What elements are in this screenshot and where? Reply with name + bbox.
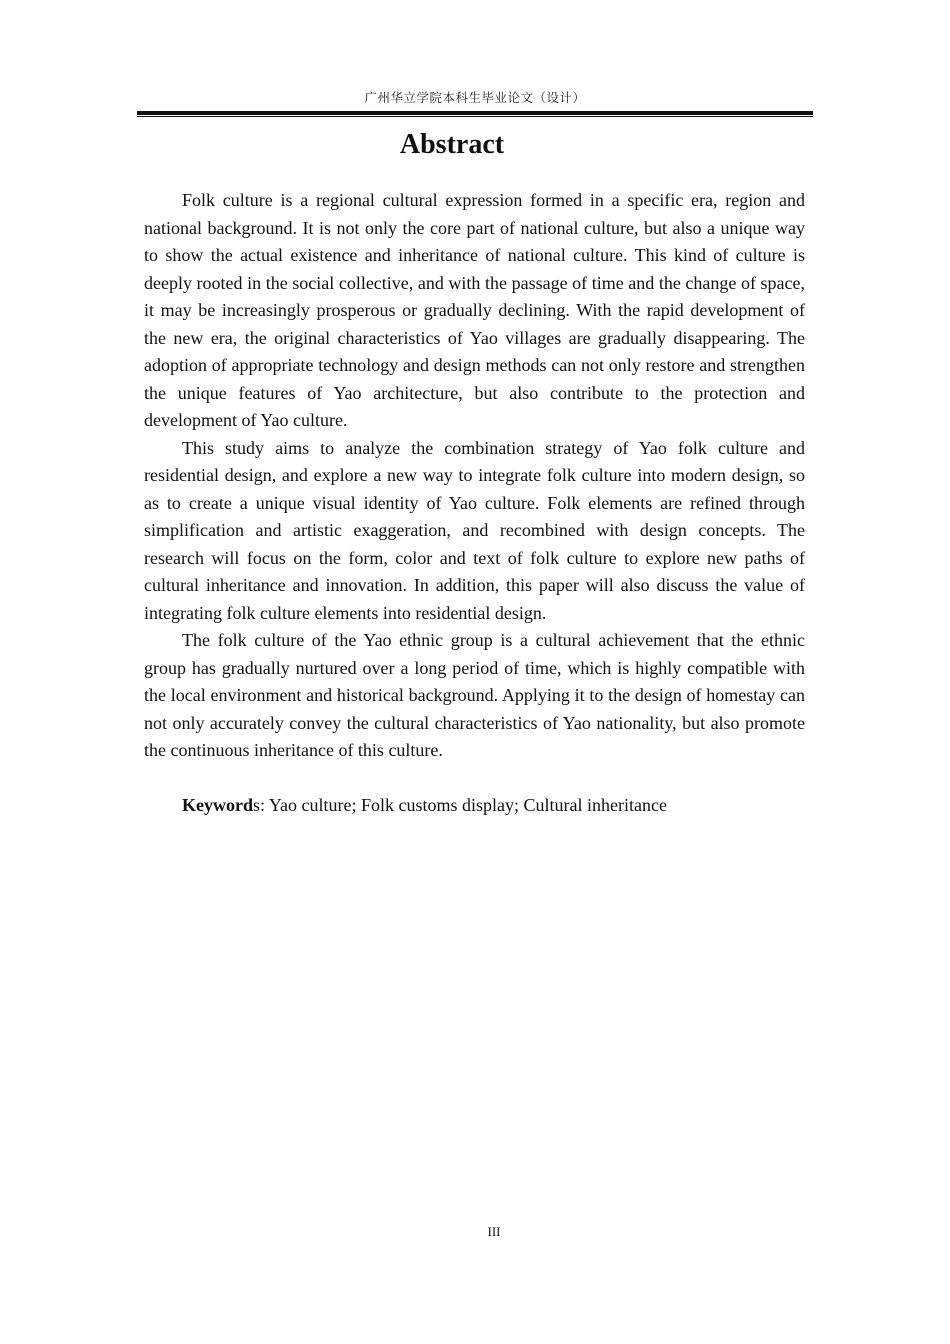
abstract-paragraph-1: Folk culture is a regional cultural expression formed in a specific era, region and national background. It is not only the core part of national culture, but also a unique way to show the actual existence and inheritance of national culture. This kind of culture is deeply rooted in the social collective, and with the passage of time and the change of space, it may be increasingly prosperous or gradually declining. With the rapid development of the new era, the original characteristics of Yao villages are gradually disappearing. The adoption of appropriate technology and design methods can not only restore and strengthen the unique features of Yao architecture, but also contribute to the protection and development of Yao culture. <box>144 190 805 430</box>
running-header: 广州华立学院本科生毕业论文（设计） <box>364 90 586 105</box>
abstract-paragraph-3: The folk culture of the Yao ethnic group is a cultural achievement that the ethnic group has gradually nurtured over a long period of time, which is highly compatible with the local environment and historical background. Applying it to the design of homestay can not only accurately convey the cultural characteristics of Yao nationality, but also promote the continuous inheritance of this culture. <box>144 630 805 760</box>
keywords-label-suffix: s <box>253 795 261 815</box>
keywords-text: : Yao culture; Folk customs display; Cultural inheritance <box>260 795 667 815</box>
header-rule-thin <box>137 116 813 117</box>
page-number: III <box>487 1224 501 1239</box>
header-rule-thick <box>137 111 813 115</box>
keywords-line <box>182 792 802 820</box>
abstract-paragraph-2: This study aims to analyze the combination strategy of Yao folk culture and residential design, and explore a new way to integrate folk culture into modern design, so as to create a unique visual identity of Yao culture. Folk elements are refined through simplification and artistic exaggeration, and recombined with design concepts. The research will focus on the form, color and text of folk culture to explore new paths of cultural inheritance and innovation. In addition, this paper will also discuss the value of integrating folk culture elements into residential design. <box>144 437 805 623</box>
abstract-body <box>144 187 805 765</box>
keywords-label: Keyword <box>182 795 253 815</box>
abstract-title: Abstract <box>399 129 505 160</box>
